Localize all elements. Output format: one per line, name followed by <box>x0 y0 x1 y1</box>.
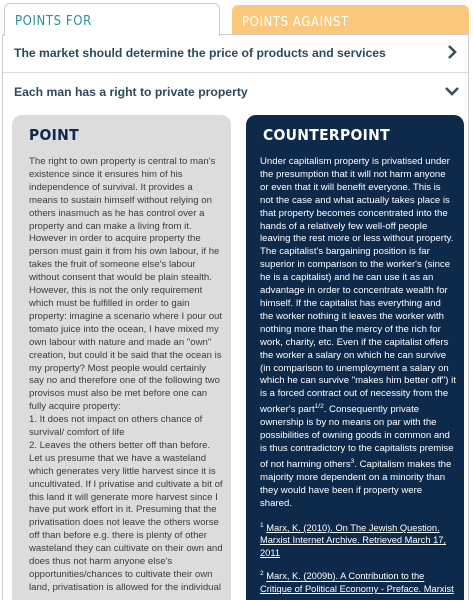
counterpoint-text-c: . Capitalism makes the majority more dependent on a minority than they would have been if property were shared. <box>260 459 452 509</box>
point-item-2: 2. Leaves the others better off than before. <box>29 439 211 451</box>
point-paragraph-2: Let us presume that we have a wasteland which generates very little harvest since it is uncultivated. If I privatise and cultivate a bit of this land it will generate more harvest since I have put work effort in it. Presuming that the privatisation does not leave the others worse off than before e.g. there is plenty of other wasteland they can cultivate on their own and does thus not harm anyone else's opportunities/chances to cultivate their own land, privatisation is allowed for the individual <box>29 452 223 593</box>
point-body <box>12 153 231 595</box>
footnote-link-2[interactable]: Marx, K. (2009b). A Contribution to the Critique of Political Economy - Preface. Marxist <box>260 571 454 595</box>
points-panel <box>2 34 469 600</box>
accordion-title: Each man has a right to private property <box>14 85 248 99</box>
counterpoint-heading: COUNTERPOINT <box>263 126 390 144</box>
accordion-title: The market should determine the price of products and services <box>14 46 386 60</box>
point-heading: POINT <box>29 126 79 144</box>
footnote-number: 1 <box>260 521 264 529</box>
chevron-right-icon <box>444 44 460 60</box>
counterpoint-text-a: Under capitalism property is privatised under the presumption that it will not harm anyone or even that it will benefit everyone. This is not the case and what actually takes place is that property becomes concentrated into the hands of a relatively few well-off people leaving the rest more or less without property. The capitalist's bargaining position is far superior in comparison to the worker's (since he is a capitalist) and he can use it as an advantage in order to concentrate wealth for himself. If the capitalist has everything and the worker nothing it leaves the worker with nothing more than the mercy of the rich for work, charity, etc. Even if the capitalist offers the worker a salary on which he can survive (in comparison to unemployment a salary on which he can survive "makes him better off") it is a forced contract out of necessity from the worker's part <box>260 156 456 416</box>
footnote-ref-2[interactable]: 2 <box>320 403 324 411</box>
counterpoint-card <box>246 115 464 600</box>
counterpoint-body <box>246 153 464 596</box>
point-paragraph: The right to own property is central to man's existence since it ensures him of his independence of survival. It provides a means to sustain himself without relying on others inasmuch as he has control over a property and can make a living from it. However in order to acquire property the person must gain it from his own labour, if he takes the fruit of someone else's labour without consent that would be plain stealth. However, this is not the only requirement which must be fulfilled in order to gain property: imagine a scenario where I pour out tomato juice into the ocean, I have mixed my own labour with nature and made an "own" creation, but could it be said that the ocean is my property? Most people would certainly say no and therefore one of the following two provisos must also be met before one can fully acquire property: <box>29 156 223 413</box>
footnote-ref-separator: / <box>318 403 321 411</box>
tab-bar <box>0 0 473 35</box>
counterpoint-paragraph <box>260 156 456 511</box>
accordion-row-property[interactable] <box>3 74 468 112</box>
chevron-down-icon <box>444 83 460 99</box>
accordion-row-market[interactable] <box>3 35 468 73</box>
footnote-2 <box>260 568 456 595</box>
counterpoint-text-b: . Consequently private ownership is by no means on par with the possibilities of owning goods in common and is thus contradictory to the capitalists premise of not harming others <box>260 404 454 471</box>
point-item-1: 1. It does not impact on others chance of survival/ comfort of life <box>29 414 203 439</box>
point-card <box>12 115 231 600</box>
footnote-link-1[interactable]: Marx, K. (2010). On The Jewish Question. Marxist Internet Archive. Retrieved March 17, 2011 <box>260 522 447 558</box>
footnote-ref-1[interactable]: 1 <box>314 403 319 411</box>
footnote-ref-3[interactable]: 3 <box>350 458 355 466</box>
footnote-1 <box>260 520 456 560</box>
tab-points-for[interactable]: POINTS FOR <box>4 3 220 36</box>
tab-points-against[interactable]: POINTS AGAINST <box>232 5 469 35</box>
footnote-number: 2 <box>260 570 264 578</box>
